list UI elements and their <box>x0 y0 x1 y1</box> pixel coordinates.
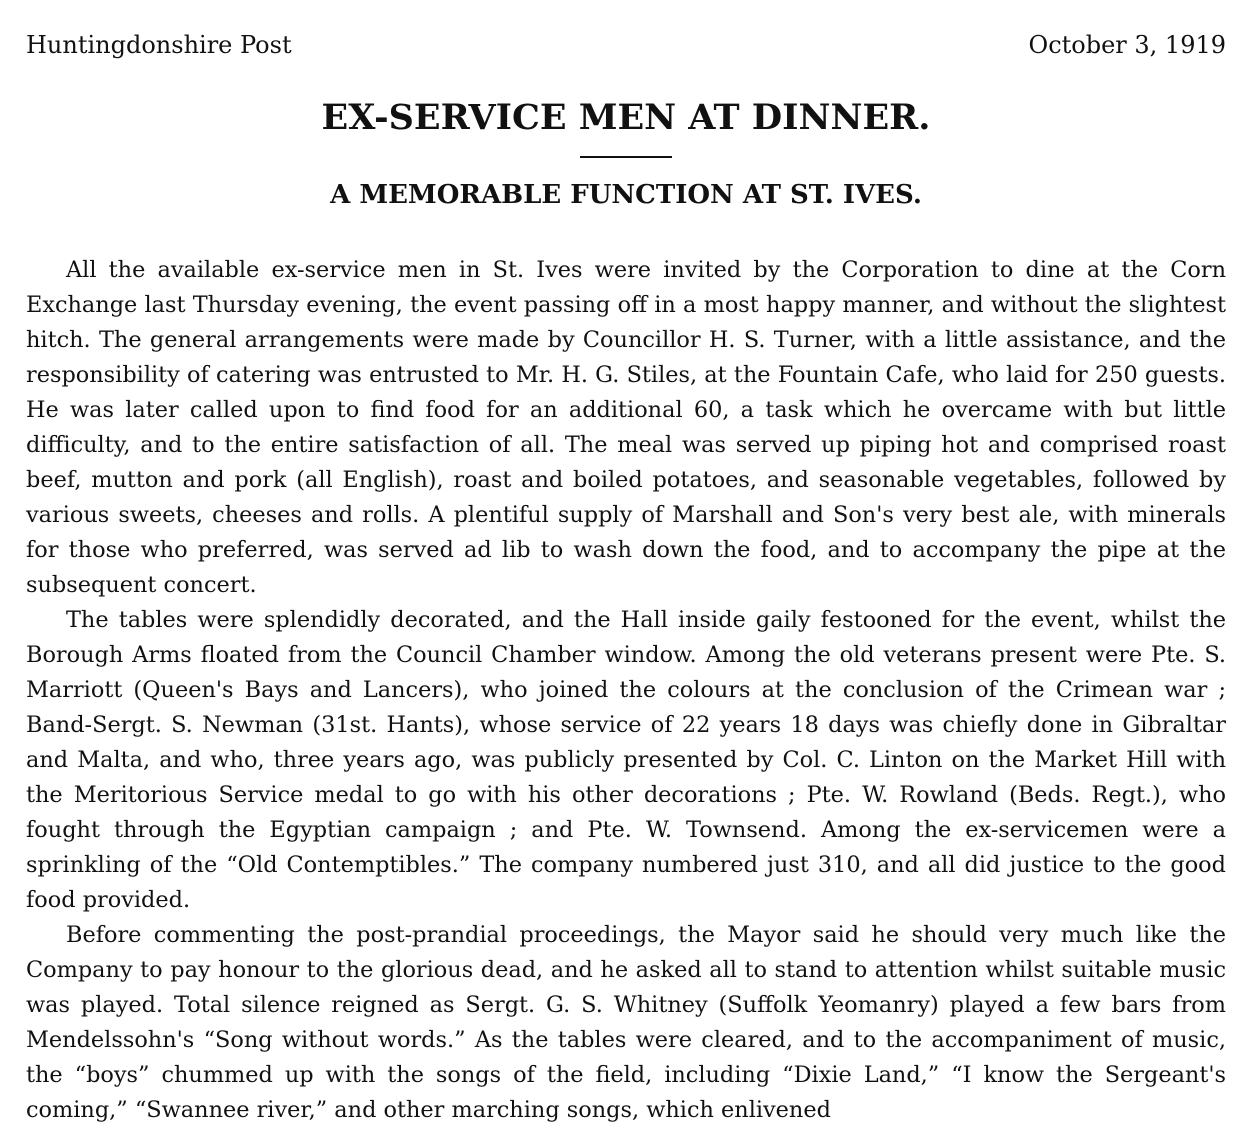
article-headline: EX-SERVICE MEN AT DINNER. <box>321 97 931 138</box>
masthead <box>26 28 1226 62</box>
publication-date: October 3, 1919 <box>1028 31 1226 59</box>
article-paragraph-3: Before commenting the post-prandial proceedings, the Mayor said he should very much like the Company to pay honour to the glorious dead, and he asked all to stand to attention whilst suitable music was played. Total silence reigned as Sergt. G. S. Whitney (Suffolk Yeomanry) played a few bars from Mendelssohn's “Song without words.” As the tables were cleared, and to the accompaniment of music, the “boys” chummed up with the songs of the field, including “Dixie Land,” “I know the Sergeant's coming,” “Swannee river,” and other marching songs, which enlivened <box>26 922 1226 1123</box>
publication-name: Huntingdonshire Post <box>26 31 292 59</box>
article-body <box>26 253 1226 1128</box>
article-paragraph-1: All the available ex-service men in St. Ives were invited by the Corporation to dine at the Corn Exchange last Thursday evening, the event passing off in a most happy manner, and without the slightest hitch. The general arrangements were made by Councillor H. S. Turner, with a little assistance, and the responsibility of catering was entrusted to Mr. H. G. Stiles, at the Fountain Cafe, who laid for 250 guests. He was later called upon to find food for an additional 60, a task which he overcame with but little difficulty, and to the entire satisfaction of all. The meal was served up piping hot and comprised roast beef, mutton and pork (all English), roast and boiled potatoes, and seasonable vegetables, followed by various sweets, cheeses and rolls. A plentiful supply of Marshall and Son's very best ale, with minerals for those who preferred, was served ad lib to wash down the food, and to accompany the pipe at the subsequent concert. <box>26 257 1226 598</box>
article-paragraph-2: The tables were splendidly decorated, and the Hall inside gaily festooned for the event, whilst the Borough Arms floated from the Council Chamber window. Among the old veterans present were Pte. S. Marriott (Queen's Bays and Lancers), who joined the colours at the conclusion of the Crimean war ; Band-Sergt. S. Newman (31st. Hants), whose service of 22 years 18 days was chiefly done in Gibraltar and Malta, and who, three years ago, was publicly presented by Col. C. Linton on the Market Hill with the Meritorious Service medal to go with his other decorations ; Pte. W. Rowland (Beds. Regt.), who fought through the Egyptian campaign ; and Pte. W. Townsend. Among the ex-servicemen were a sprinkling of the “Old Contemptibles.” The company numbered just 310, and all did justice to the good food provided. <box>26 607 1226 913</box>
headline-divider <box>580 156 672 158</box>
article-subheadline: A MEMORABLE FUNCTION AT ST. IVES. <box>330 180 922 210</box>
